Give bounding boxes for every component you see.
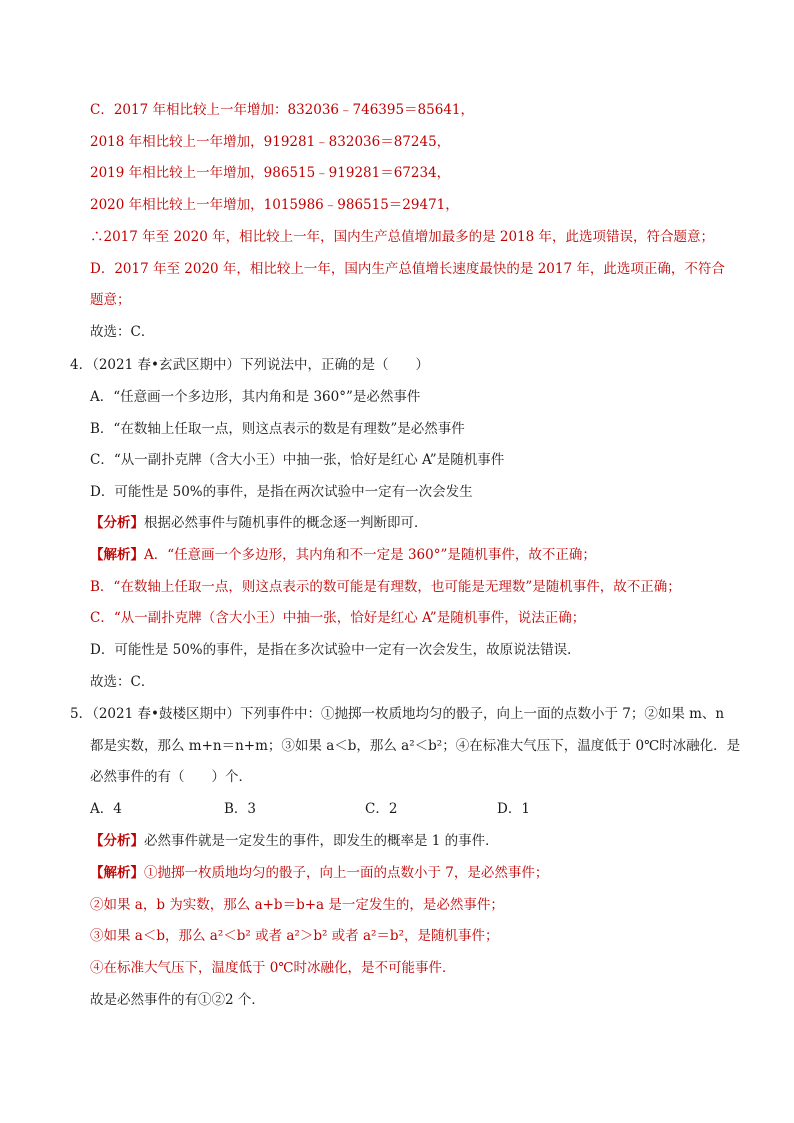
q5-conclusion: 故是必然事件的有①②2 个． xyxy=(90,992,265,1008)
q5-analysis-tag: 【分析】 xyxy=(90,833,144,849)
q5-option-a: A．4 xyxy=(90,801,122,817)
q3-solution-line-6: D．2017 年至 2020 年，相比较上一年，国内生产总值增长速度最快的是 2017 年，此选项正确，不符合 xyxy=(90,261,725,277)
q3-solution-line-3: 2019 年相比较上一年增加，986515﹣919281＝67234， xyxy=(90,165,451,181)
q4-option-a: A．“任意画一个多边形，其内角和是 360°”是必然事件 xyxy=(90,389,421,405)
q3-solution-line-1: C．2017 年相比较上一年增加：832036﹣746395＝85641， xyxy=(90,102,474,118)
q5-solution-3: ③如果 a＜b，那么 a²＜b² 或者 a²＞b² 或者 a²＝b²，是随机事件； xyxy=(90,928,499,944)
q4-analysis-tag: 【分析】 xyxy=(90,515,144,531)
q4-solution-2: B．“在数轴上任取一点，则这点表示的数可能是有理数，也可能是无理数”是随机事件，故不正确； xyxy=(90,579,681,595)
q5-solution-4: ④在标准大气压下，温度低于 0℃时冰融化，是不可能事件． xyxy=(90,960,456,976)
q5-solution-text-1: ①抛掷一枚质地均匀的骰子，向上一面的点数小于 7，是必然事件； xyxy=(144,865,549,881)
q5-option-d: D．1 xyxy=(497,801,530,817)
q5-option-c: C．2 xyxy=(365,801,398,817)
q4-solution-tag: 【解析】 xyxy=(90,547,144,563)
q4-option-d: D．可能性是 50%的事件，是指在两次试验中一定有一次会发生 xyxy=(90,484,473,500)
q3-answer: 故选：C． xyxy=(90,324,155,340)
q4-stem: 4．（2021 春•玄武区期中）下列说法中，正确的是（ ） xyxy=(70,357,429,373)
q4-option-b: B．“在数轴上任取一点，则这点表示的数是有理数”是必然事件 xyxy=(90,421,465,437)
q5-stem-2: 都是实数，那么 m+n＝n+m；③如果 a＜b，那么 a²＜b²；④在标准大气压下，温度低于 0℃时冰融化．是 xyxy=(90,738,741,754)
q5-stem-1: 5．（2021 春•鼓楼区期中）下列事件中：①抛掷一枚质地均匀的骰子，向上一面的点数小于 7；②如果 m、n xyxy=(70,706,725,722)
q5-analysis xyxy=(90,831,499,851)
q3-solution-line-4: 2020 年相比较上一年增加，1015986﹣986515＝29471， xyxy=(90,197,459,213)
q5-solution-tag: 【解析】 xyxy=(90,865,144,881)
q4-solution-text-1: A．“任意画一个多边形，其内角和不一定是 360°”是随机事件，故不正确； xyxy=(144,547,596,563)
q5-analysis-text: 必然事件就是一定发生的事件，即发生的概率是 1 的事件． xyxy=(144,833,499,849)
q4-solution-4: D．可能性是 50%的事件，是指在多次试验中一定有一次会发生，故原说法错误． xyxy=(90,642,581,658)
q4-analysis xyxy=(90,513,428,533)
q4-analysis-text: 根据必然事件与随机事件的概念逐一判断即可． xyxy=(144,515,428,531)
q3-solution-line-5: ∴2017 年至 2020 年，相比较上一年，国内生产总值增加最多的是 2018 年，此选项错误，符合题意； xyxy=(90,229,715,245)
q3-solution-line-2: 2018 年相比较上一年增加，919281﹣832036＝87245， xyxy=(90,134,451,150)
q4-option-c: C．“从一副扑克牌（含大小王）中抽一张，恰好是红心 A”是随机事件 xyxy=(90,452,505,468)
q5-stem-3: 必然事件的有（ ）个． xyxy=(90,769,252,785)
q4-solution-1 xyxy=(90,545,596,565)
q3-solution-line-7: 题意； xyxy=(90,292,131,308)
q4-answer: 故选：C． xyxy=(90,674,155,690)
q4-solution-3: C．“从一副扑克牌（含大小王）中抽一张，恰好是红心 A”是随机事件，说法正确； xyxy=(90,610,586,626)
q5-solution-2: ②如果 a，b 为实数，那么 a+b＝b+a 是一定发生的，是必然事件； xyxy=(90,897,504,913)
q5-solution-1 xyxy=(90,863,548,883)
q5-option-b: B．3 xyxy=(224,801,257,817)
